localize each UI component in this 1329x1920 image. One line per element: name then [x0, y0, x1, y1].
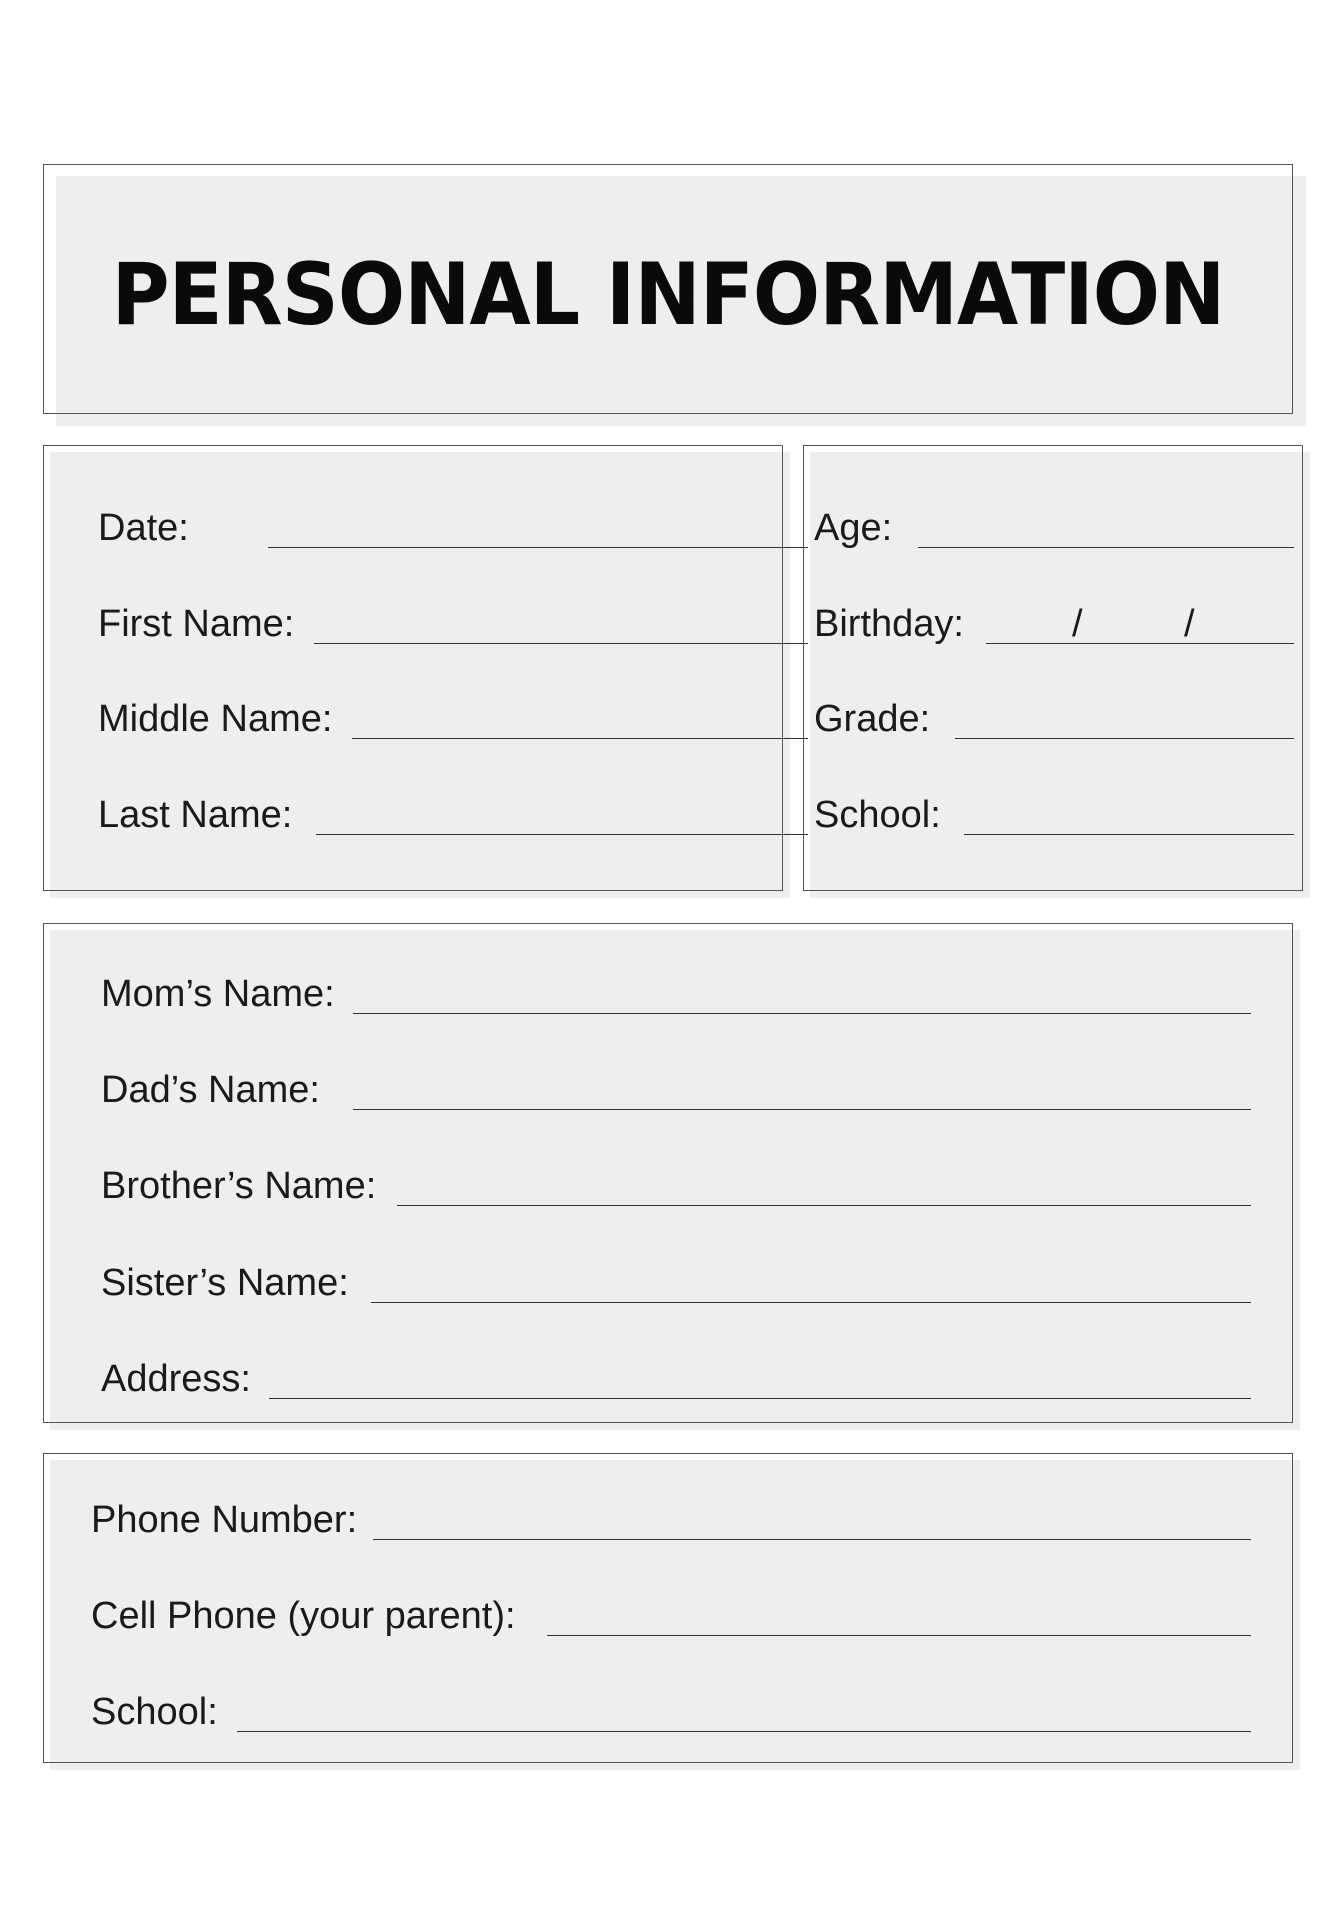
- address-field[interactable]: [101, 1349, 1251, 1409]
- contact-school-label: School:: [91, 1691, 218, 1733]
- contact-school-field[interactable]: [91, 1682, 1251, 1742]
- age-field[interactable]: [814, 498, 1294, 558]
- dad-name-label: Dad’s Name:: [101, 1069, 320, 1111]
- address-line[interactable]: [269, 1398, 1251, 1399]
- last-name-line[interactable]: [316, 834, 808, 835]
- date-field[interactable]: [98, 498, 798, 558]
- middle-name-line[interactable]: [352, 738, 808, 739]
- date-line[interactable]: [268, 547, 808, 548]
- phone-number-field[interactable]: [91, 1490, 1251, 1550]
- middle-name-field[interactable]: [98, 689, 798, 749]
- birthday-field[interactable]: [814, 594, 1294, 654]
- school-line[interactable]: [964, 834, 1294, 835]
- contact-school-line[interactable]: [237, 1731, 1251, 1732]
- middle-name-label: Middle Name:: [98, 698, 333, 740]
- first-name-line[interactable]: [314, 643, 808, 644]
- mom-name-label: Mom’s Name:: [101, 973, 335, 1015]
- first-name-label: First Name:: [98, 603, 295, 645]
- mom-name-line[interactable]: [353, 1013, 1251, 1014]
- phone-number-label: Phone Number:: [91, 1499, 358, 1541]
- first-name-field[interactable]: [98, 594, 798, 654]
- sister-name-field[interactable]: [101, 1253, 1251, 1313]
- date-label: Date:: [98, 507, 189, 549]
- brother-name-label: Brother’s Name:: [101, 1165, 377, 1207]
- phone-number-line[interactable]: [373, 1539, 1251, 1540]
- sister-name-label: Sister’s Name:: [101, 1262, 349, 1304]
- grade-field[interactable]: [814, 689, 1294, 749]
- age-line[interactable]: [918, 547, 1294, 548]
- age-label: Age:: [814, 507, 893, 549]
- dad-name-line[interactable]: [353, 1109, 1251, 1110]
- contact-box: [43, 1453, 1293, 1763]
- grade-label: Grade:: [814, 698, 931, 740]
- birthday-separator-2: /: [1184, 603, 1195, 645]
- sister-name-line[interactable]: [371, 1302, 1251, 1303]
- address-label: Address:: [101, 1358, 251, 1400]
- cell-phone-line[interactable]: [547, 1635, 1251, 1636]
- last-name-field[interactable]: [98, 785, 798, 845]
- birthday-line[interactable]: [986, 643, 1294, 644]
- brother-name-line[interactable]: [397, 1205, 1251, 1206]
- birthday-separator-1: /: [1072, 603, 1083, 645]
- school-field[interactable]: [814, 785, 1294, 845]
- student-box: [803, 445, 1303, 891]
- brother-name-field[interactable]: [101, 1156, 1251, 1216]
- title-box: [43, 164, 1293, 414]
- personal-box: [43, 445, 783, 891]
- cell-phone-field[interactable]: [91, 1586, 1251, 1646]
- cell-phone-label: Cell Phone (your parent):: [91, 1595, 516, 1637]
- school-label: School:: [814, 794, 941, 836]
- page-title: PERSONAL INFORMATION: [111, 245, 1225, 345]
- family-box: [43, 923, 1293, 1423]
- mom-name-field[interactable]: [101, 964, 1251, 1024]
- dad-name-field[interactable]: [101, 1060, 1251, 1120]
- grade-line[interactable]: [955, 738, 1294, 739]
- birthday-label: Birthday:: [814, 603, 964, 645]
- last-name-label: Last Name:: [98, 794, 293, 836]
